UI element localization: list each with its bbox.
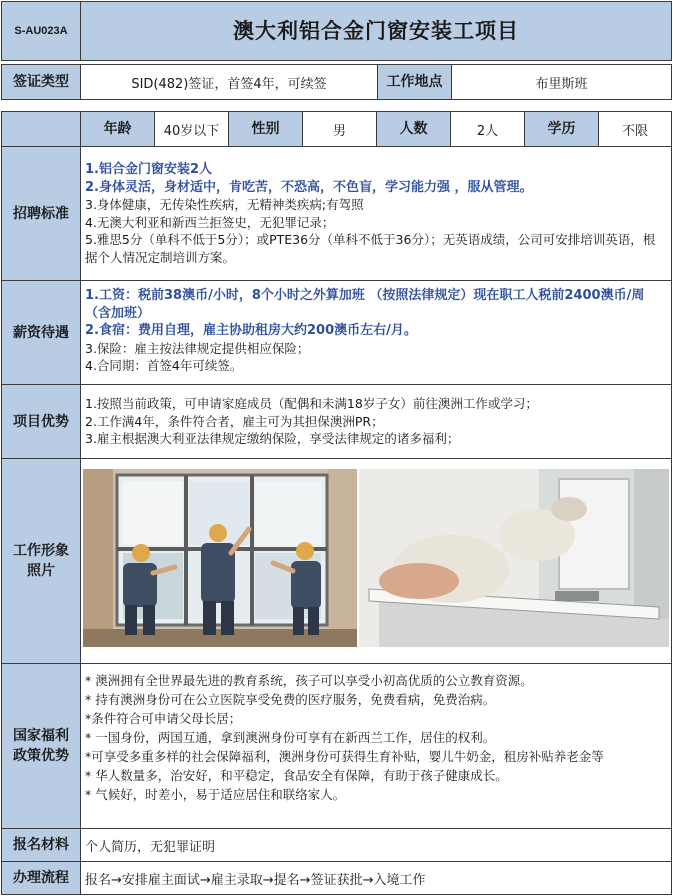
age-value: 40岁以下 — [154, 111, 229, 147]
recruit-label: 招聘标准 — [1, 146, 81, 281]
age-label: 年龄 — [80, 111, 155, 147]
welfare-line: * 澳洲拥有全世界最先进的教育系统，孩子可以享受小初高优质的公立教育资源。 — [85, 673, 533, 688]
welfare-line: * 气候好，时差小，易于适应居住和联络家人。 — [85, 787, 346, 802]
welfare-line: * 一国身份，两国互通，拿到澳洲身份可享有在新西兰工作，居住的权利。 — [85, 730, 496, 745]
recruit-content — [80, 146, 672, 281]
page-title: 澳大利铝合金门窗安装工项目 — [80, 1, 672, 61]
photos-cell — [80, 458, 672, 664]
advantage-line: 2.工作满4年，条件符合者，雇主可为其担保澳洲PR； — [85, 413, 384, 429]
edu-label: 学历 — [524, 111, 599, 147]
advantage-label: 项目优势 — [1, 384, 81, 459]
salary-line: 2.食宿：费用自理，雇主协助租房大约200澳币左右/月。 — [85, 323, 417, 338]
edu-value: 不限 — [598, 111, 672, 147]
recruit-line: 4.无澳大利亚和新西兰拒签史，无犯罪记录； — [85, 214, 335, 230]
installers-photo — [83, 469, 357, 647]
welfare-line: *可享受多重多样的社会保障福利，澳洲身份可获得生育补贴，婴儿牛奶金，租房补贴养老金等 — [85, 749, 604, 764]
advantage-line: 1.按照当前政策，可申请家庭成员（配偶和未满18岁子女）前往澳洲工作或学习； — [85, 396, 538, 411]
salary-line: 3.保险：雇主按法律规定提供相应保险； — [85, 340, 310, 356]
window-handle-photo — [359, 469, 669, 647]
recruit-line: 5.雅思5分（单科不低于5分）；或PTE36分（单科不低于36分）；无英语成绩，公司可安排培训英语，根据个人情况定制培训方案。 — [85, 232, 656, 265]
project-code: S-AU023A — [1, 1, 81, 61]
location-value: 布里斯班 — [451, 64, 672, 100]
gender-label: 性别 — [228, 111, 303, 147]
count-value: 2人 — [450, 111, 525, 147]
welfare-line: * 华人数量多，治安好，和平稳定，食品安全有保障，有助于孩子健康成长。 — [85, 768, 508, 783]
process-value: 报名→安排雇主面试→雇主录取→提名→签证获批→入境工作 — [80, 861, 672, 895]
welfare-line: *条件符合可申请父母长居； — [85, 711, 242, 726]
welfare-line: * 持有澳洲身份可在公立医院享受免费的医疗服务，免费看病，免费治病。 — [85, 692, 496, 707]
count-label: 人数 — [376, 111, 451, 147]
welfare-label: 国家福利政策优势 — [1, 663, 81, 829]
salary-content — [80, 280, 672, 385]
requirements-spacer — [1, 111, 81, 147]
recruit-line: 1.铝合金门窗安装2人 — [85, 162, 213, 177]
advantage-line: 3.雇主根据澳大利亚法律规定缴纳保险，享受法律规定的诸多福利； — [85, 431, 460, 446]
visa-value: SID(482)签证，首签4年，可续签 — [80, 64, 378, 100]
salary-line: 4.合同期：首签4年可续签。 — [85, 358, 243, 373]
recruit-line: 2.身体灵活，身材适中，肯吃苦，不恐高，不色盲，学习能力强 ，服从管理。 — [85, 179, 533, 195]
photos-label: 工作形象照片 — [1, 458, 81, 664]
location-label: 工作地点 — [377, 64, 452, 100]
materials-label: 报名材料 — [1, 828, 81, 862]
advantage-content — [80, 384, 672, 459]
welfare-content — [80, 663, 672, 829]
recruit-line: 3.身体健康，无传染性疾病，无精神类疾病;有驾照 — [85, 197, 364, 212]
visa-label: 签证类型 — [1, 64, 81, 100]
gender-value: 男 — [302, 111, 377, 147]
materials-value: 个人简历，无犯罪证明 — [80, 828, 672, 862]
process-label: 办理流程 — [1, 861, 81, 895]
salary-line: 1.工资：税前38澳币/小时，8个小时之外算加班 （按照法律规定）现在职工人税前2400澳币/周（含加班） — [85, 288, 645, 321]
salary-label: 薪资待遇 — [1, 280, 81, 385]
